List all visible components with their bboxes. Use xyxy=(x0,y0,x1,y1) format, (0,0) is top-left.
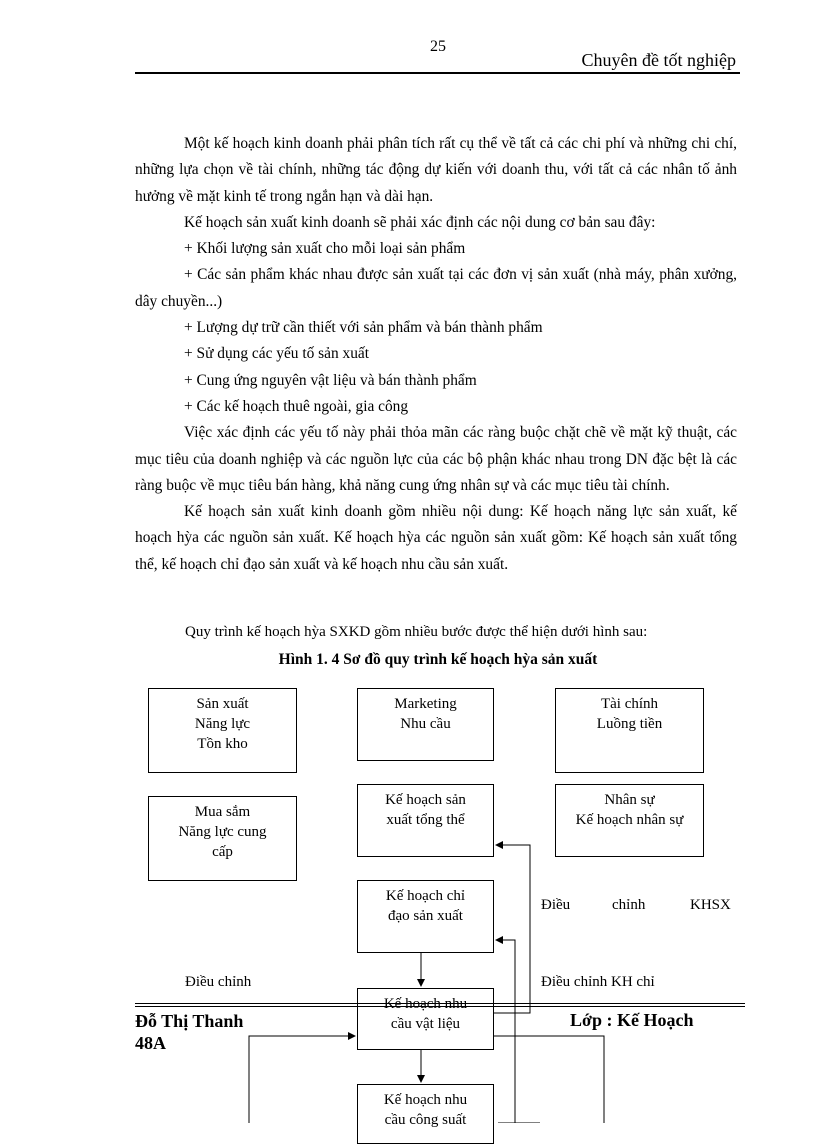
box-hr: Nhân sự Kế hoạch nhân sự xyxy=(555,784,704,857)
feedback-right xyxy=(493,1036,604,1123)
footer-class: Lớp : Kế Hoạch xyxy=(570,1010,694,1030)
label-adjust-khsx-2: chỉnh xyxy=(612,897,646,913)
paragraph: Kế hoạch sản xuất kinh doanh gồm nhiều nội dung: Kế hoạch năng lực sản xuất, kế hoạch hỳa các nguồn sản xuất. Kế hoạch hỳa các nguồn sản xuất gồm: Kế hoạch sản xuất tổng thể, kế hoạch chỉ đạo sản xuất và kế hoạch nhu cầu sản xuất. xyxy=(135,503,737,573)
paragraph: Một kế hoạch kinh doanh phải phân tích rất cụ thể về tất cả các chi phí và những chi chí, những lựa chọn về tài chính, những tác động dự kiến với doanh thu, với tất cả các nhân tố ảnh hưởng về mặt kinh tế trong ngắn hạn và dài hạn. xyxy=(135,135,737,205)
footer-rule-2 xyxy=(135,1006,745,1007)
label-adjust-khsx-3: KHSX xyxy=(690,897,731,913)
label-adjust-kh-chi: Điều chỉnh KH chỉ xyxy=(541,974,655,990)
footer-author: Đỗ Thị Thanh 48A xyxy=(135,1011,244,1053)
box-aggregate-plan: Kế hoạch sản xuất tổng thể xyxy=(357,784,494,857)
bullet-item: + Các sản phẩm khác nhau được sản xuất tại các đơn vị sản xuất (nhà máy, phân xưởng, dây chuyền...) xyxy=(135,266,737,310)
box-production: Sản xuất Năng lực Tồn kho xyxy=(148,688,297,773)
paragraph: Việc xác định các yếu tố này phải thỏa mãn các ràng buộc chặt chẽ về mặt kỹ thuật, các mục tiêu của doanh nghiệp và các nguồn lực của các bộ phận khác nhau trong DN đặc bệt là các ràng buộc về mục tiêu bán hàng, khả năng cung ứng nhân sự và các mục tiêu tài chính. xyxy=(135,424,737,494)
feedback-to-aggregate xyxy=(493,845,530,1013)
label-adjust-khsx-1: Điều xyxy=(541,897,571,913)
bullet-item: + Các kế hoạch thuê ngoài, gia công xyxy=(184,397,409,415)
figure-title: Hình 1. 4 Sơ đồ quy trình kế hoạch hỳa sản xuất xyxy=(278,651,598,668)
box-finance: Tài chính Luồng tiền xyxy=(555,688,704,773)
footer-rule xyxy=(135,1003,745,1004)
header-title: Chuyên đề tốt nghiệp xyxy=(581,50,736,70)
bullet-item: + Cung ứng nguyên vật liệu và bán thành phẩm xyxy=(184,371,477,389)
feedback-to-master xyxy=(496,940,515,1123)
feedback-left xyxy=(249,1036,355,1123)
bullet-item: + Khối lượng sản xuất cho mỗi loại sản phẩm xyxy=(184,240,466,258)
bullet-item: + Sử dụng các yếu tố sản xuất xyxy=(184,345,369,363)
box-purchasing: Mua sắm Năng lực cung cấp xyxy=(148,796,297,881)
box-material-plan: Kế hoạch nhu cầu vật liệu xyxy=(357,988,494,1050)
bullet-item: + Lượng dự trữ cần thiết với sản phẩm và bán thành phẩm xyxy=(184,319,543,337)
paragraph: Kế hoạch sản xuất kinh doanh sẽ phải xác định các nội dung cơ bản sau đây: xyxy=(184,213,656,231)
box-marketing: Marketing Nhu cầu xyxy=(357,688,494,761)
box-master-schedule: Kế hoạch chỉ đạo sản xuất xyxy=(357,880,494,953)
figure-intro: Quy trình kế hoạch hỳa SXKD gồm nhiều bước được thể hiện dưới hình sau: xyxy=(185,624,648,640)
box-capacity-plan: Kế hoạch nhu cầu công suất xyxy=(357,1084,494,1144)
page-number: 25 xyxy=(430,38,446,55)
label-adjust-left: Điều chỉnh xyxy=(185,974,252,990)
